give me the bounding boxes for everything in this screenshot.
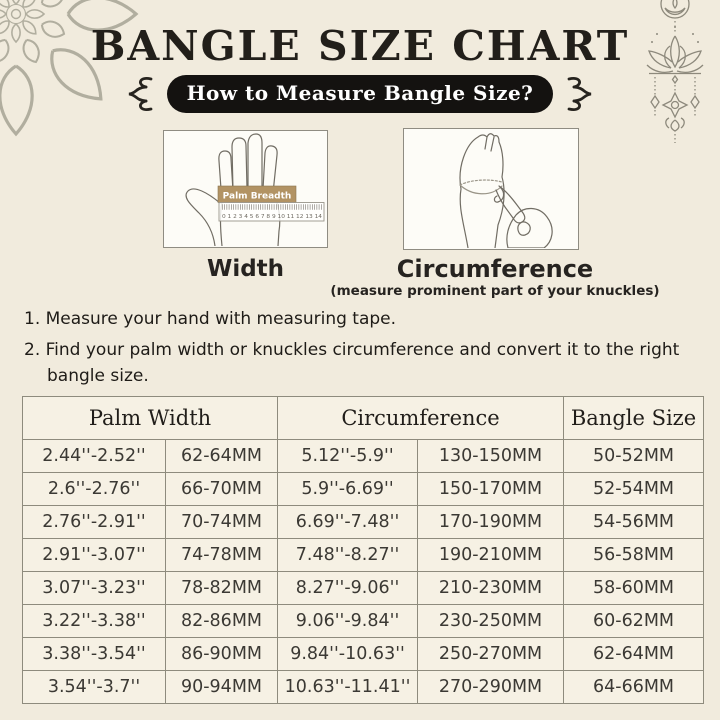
table-cell: 50-52MM xyxy=(564,440,704,473)
table-row xyxy=(23,638,704,671)
right-flourish-icon xyxy=(566,75,596,113)
instruction-step-2: 2. Find your palm width or knuckles circumference and convert it to the right bangle size. xyxy=(24,340,680,386)
table-cell: 52-54MM xyxy=(564,473,704,506)
table-cell: 7.48''-8.27'' xyxy=(278,539,418,572)
table-cell: 74-78MM xyxy=(166,539,278,572)
hand-circumference-illustration xyxy=(403,128,579,250)
table-cell: 86-90MM xyxy=(166,638,278,671)
table-row xyxy=(23,539,704,572)
table-cell: 56-58MM xyxy=(564,539,704,572)
table-cell: 9.06''-9.84'' xyxy=(278,605,418,638)
size-table xyxy=(22,396,704,704)
table-cell: 64-66MM xyxy=(564,671,704,704)
table-cell: 3.07''-3.23'' xyxy=(23,572,166,605)
table-cell: 150-170MM xyxy=(418,473,564,506)
table-cell: 82-86MM xyxy=(166,605,278,638)
table-row xyxy=(23,506,704,539)
table-cell: 8.27''-9.06'' xyxy=(278,572,418,605)
palm-breadth-band-label: Palm Breadth xyxy=(222,191,292,202)
table-cell: 54-56MM xyxy=(564,506,704,539)
page-title: BANGLE SIZE CHART xyxy=(90,22,630,70)
table-cell: 90-94MM xyxy=(166,671,278,704)
table-row xyxy=(23,473,704,506)
table-cell: 60-62MM xyxy=(564,605,704,638)
header-circumference: Circumference xyxy=(278,397,564,440)
table-cell: 3.22''-3.38'' xyxy=(23,605,166,638)
header-palm-width: Palm Width xyxy=(23,397,278,440)
table-cell: 250-270MM xyxy=(418,638,564,671)
table-cell: 66-70MM xyxy=(166,473,278,506)
table-cell: 62-64MM xyxy=(564,638,704,671)
ruler-numbers: 0 1 2 3 4 5 6 7 8 9 10 11 12 13 14 xyxy=(222,214,323,220)
banner xyxy=(0,74,720,114)
instructions xyxy=(24,306,700,394)
table-cell: 270-290MM xyxy=(418,671,564,704)
table-cell: 190-210MM xyxy=(418,539,564,572)
table-cell: 6.69''-7.48'' xyxy=(278,506,418,539)
table-cell: 3.54''-3.7'' xyxy=(23,671,166,704)
instruction-step-1: 1. Measure your hand with measuring tape. xyxy=(24,309,397,329)
table-cell: 78-82MM xyxy=(166,572,278,605)
width-label: Width xyxy=(206,256,285,282)
table-row xyxy=(23,572,704,605)
circumference-label: Circumference xyxy=(396,255,594,283)
banner-pill: How to Measure Bangle Size? xyxy=(167,75,554,113)
table-cell: 58-60MM xyxy=(564,572,704,605)
table-row xyxy=(23,440,704,473)
size-table-body xyxy=(23,440,704,704)
table-cell: 2.76''-2.91'' xyxy=(23,506,166,539)
circumference-sublabel: (measure prominent part of your knuckles) xyxy=(330,283,660,299)
table-row xyxy=(23,605,704,638)
hand-width-illustration xyxy=(163,130,328,248)
header-bangle-size: Bangle Size xyxy=(564,397,704,440)
table-cell: 5.9''-6.69'' xyxy=(278,473,418,506)
table-cell: 2.6''-2.76'' xyxy=(23,473,166,506)
table-cell: 210-230MM xyxy=(418,572,564,605)
table-cell: 70-74MM xyxy=(166,506,278,539)
table-cell: 10.63''-11.41'' xyxy=(278,671,418,704)
table-cell: 130-150MM xyxy=(418,440,564,473)
table-cell: 62-64MM xyxy=(166,440,278,473)
table-cell: 3.38''-3.54'' xyxy=(23,638,166,671)
table-cell: 230-250MM xyxy=(418,605,564,638)
table-cell: 9.84''-10.63'' xyxy=(278,638,418,671)
table-cell: 5.12''-5.9'' xyxy=(278,440,418,473)
table-cell: 170-190MM xyxy=(418,506,564,539)
table-header-row xyxy=(23,397,704,440)
left-flourish-icon xyxy=(124,75,154,113)
table-row xyxy=(23,671,704,704)
table-cell: 2.44''-2.52'' xyxy=(23,440,166,473)
table-cell: 2.91''-3.07'' xyxy=(23,539,166,572)
